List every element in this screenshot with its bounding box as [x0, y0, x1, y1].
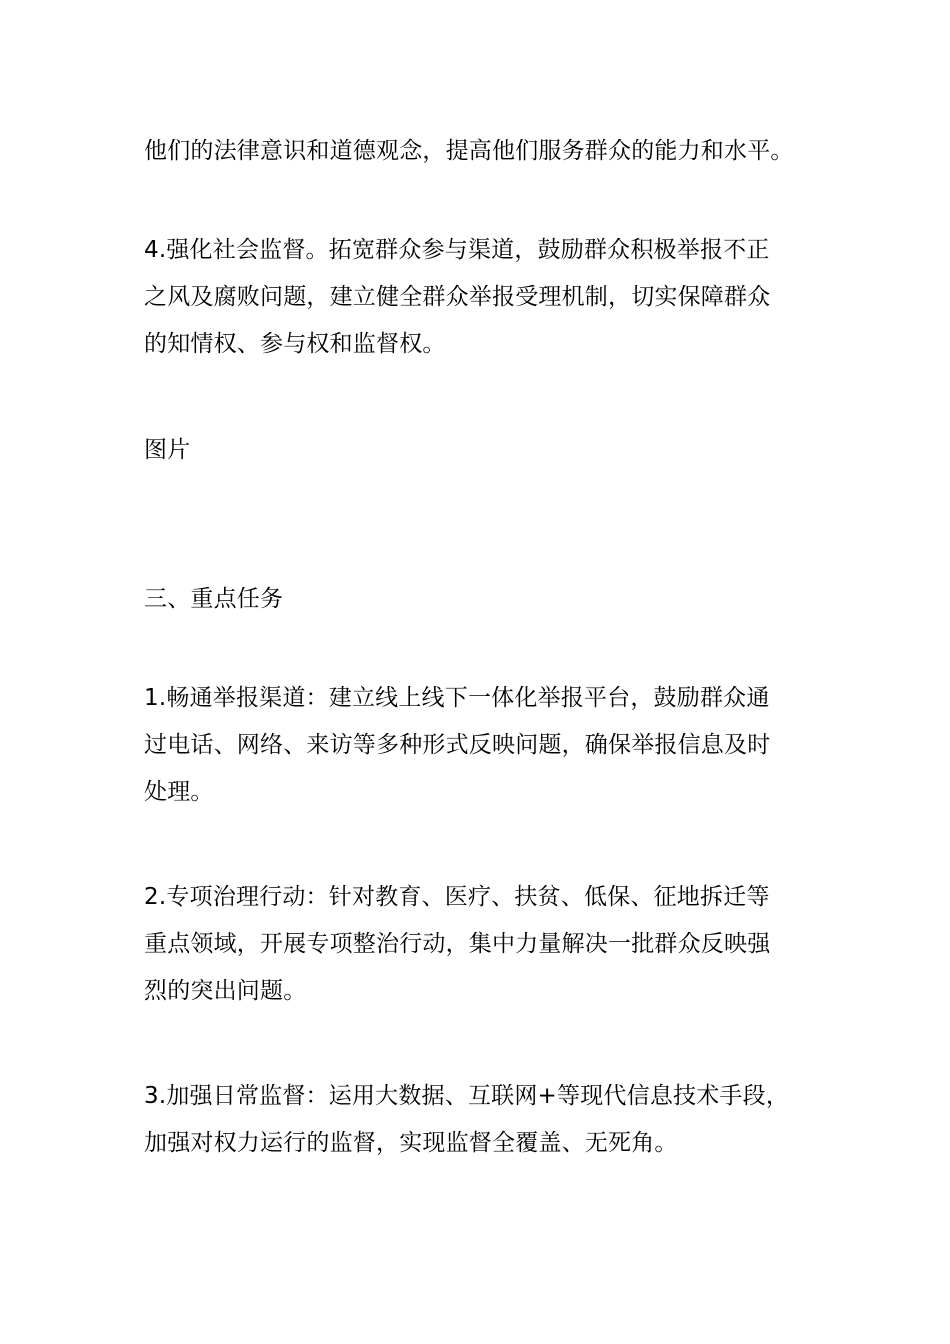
text-line: 图片: [144, 437, 191, 463]
paragraph-special-governance: [144, 874, 808, 1015]
paragraph-daily-supervision: [144, 1073, 808, 1167]
text-line: 3.加强日常监督：运用大数据、互联网+等现代信息技术手段，: [144, 1083, 790, 1109]
text-line: 2.专项治理行动：针对教育、医疗、扶贫、低保、征地拆迁等: [144, 884, 770, 910]
text-line: 4.强化社会监督。拓宽群众参与渠道，鼓励群众积极举报不正: [144, 237, 770, 263]
paragraph-social-supervision: [144, 227, 808, 368]
paragraph-reporting-channels: [144, 675, 808, 816]
text-line: 的知情权、参与权和监督权。: [144, 331, 446, 357]
paragraph-continuation: [144, 128, 808, 175]
section-heading: [144, 576, 808, 623]
text-line: 1.畅通举报渠道：建立线上线下一体化举报平台，鼓励群众通: [144, 685, 770, 711]
text-line: 过电话、网络、来访等多种形式反映问题，确保举报信息及时: [144, 732, 771, 758]
image-placeholder-label: [144, 427, 808, 474]
text-line: 加强对权力运行的监督，实现监督全覆盖、无死角。: [144, 1130, 678, 1156]
text-line: 他们的法律意识和道德观念，提高他们服务群众的能力和水平。: [144, 138, 794, 164]
text-line: 之风及腐败问题，建立健全群众举报受理机制，切实保障群众: [144, 284, 771, 310]
text-line: 烈的突出问题。: [144, 978, 307, 1004]
text-line: 三、重点任务: [144, 586, 284, 612]
text-line: 处理。: [144, 779, 214, 805]
text-line: 重点领域，开展专项整治行动，集中力量解决一批群众反映强: [144, 931, 771, 957]
